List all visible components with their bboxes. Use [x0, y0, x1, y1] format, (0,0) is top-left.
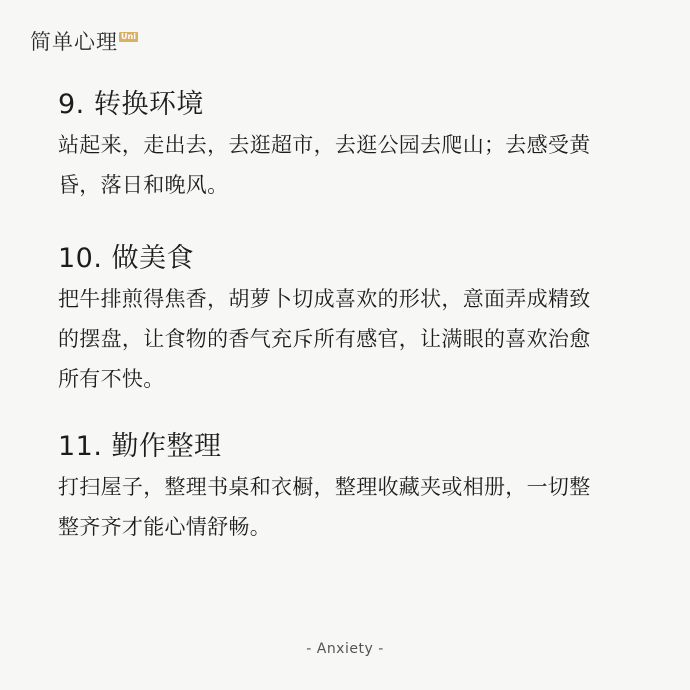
- body-line: 整齐齐才能心情舒畅。: [58, 515, 271, 539]
- brand-name: 简单心理: [30, 30, 118, 54]
- section-body: [58, 279, 658, 399]
- body-line: 昏，落日和晚风。: [58, 173, 229, 197]
- body-line: 所有不快。: [58, 367, 165, 391]
- section-title: 11. 勤作整理: [58, 431, 222, 462]
- brand-badge: Uni: [121, 32, 136, 41]
- body-line: 的摆盘，让食物的香气充斥所有感官，让满眼的喜欢治愈: [58, 327, 591, 351]
- section-title: 9. 转换环境: [58, 89, 204, 120]
- body-line: 把牛排煎得焦香，胡萝卜切成喜欢的形状，意面弄成精致: [58, 287, 591, 311]
- section-tidy-up: [58, 430, 658, 547]
- body-line: 站起来，走出去，去逛超市，去逛公园去爬山；去感受黄: [58, 133, 591, 157]
- brand-logo: [30, 28, 138, 56]
- section-make-food: [58, 242, 658, 399]
- body-line: 打扫屋子，整理书桌和衣橱，整理收藏夹或相册，一切整: [58, 475, 591, 499]
- section-body: [58, 125, 658, 205]
- section-title: 10. 做美食: [58, 243, 195, 274]
- section-change-environment: [58, 88, 658, 205]
- section-body: [58, 467, 658, 547]
- footer-signature: - Anxiety -: [306, 641, 384, 657]
